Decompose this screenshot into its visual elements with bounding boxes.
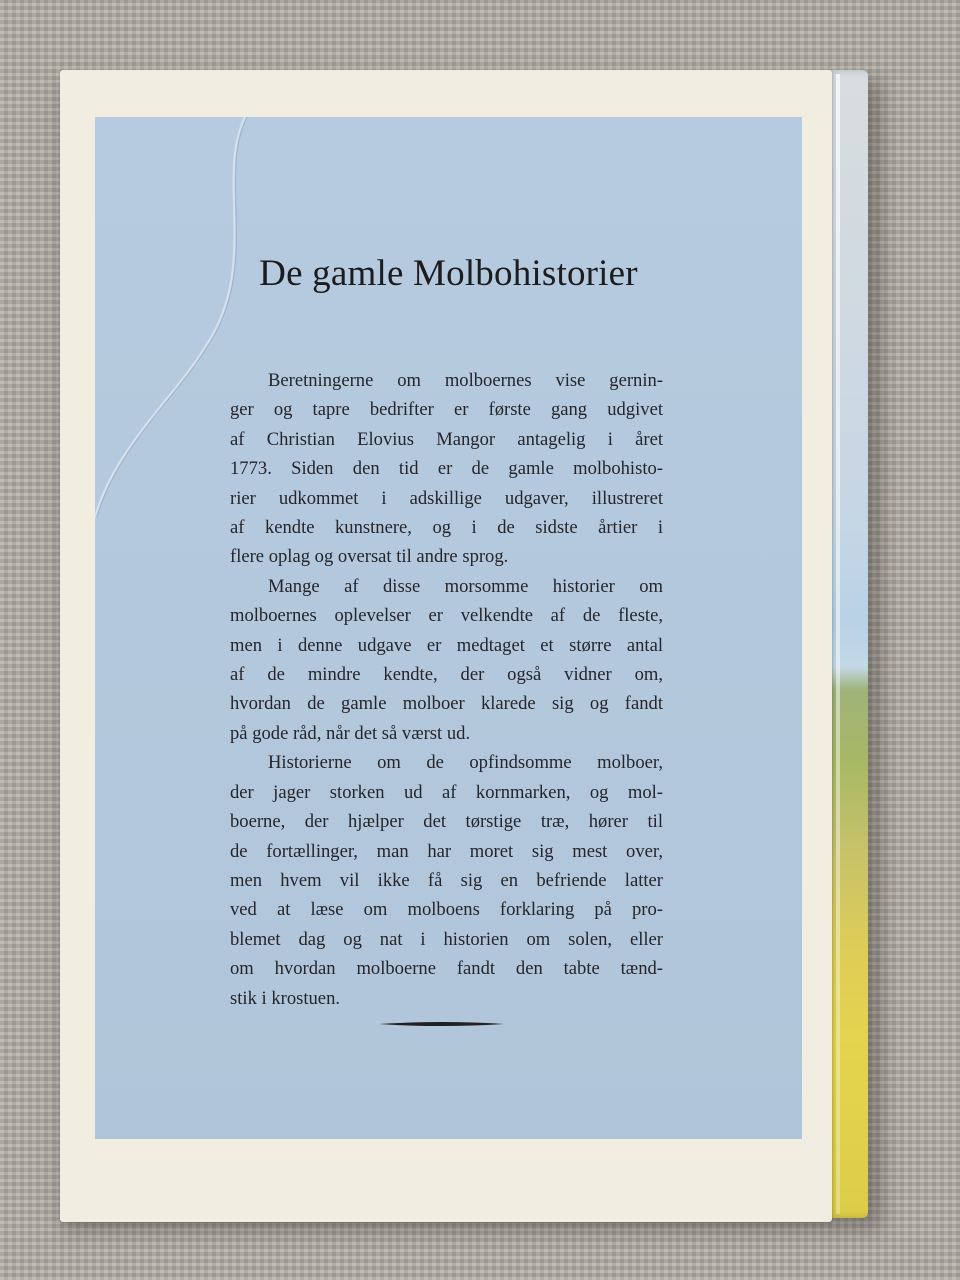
text-line: der jager storken ud af kornmarken, og mol- <box>230 781 663 803</box>
book-spine <box>826 70 868 1218</box>
text-line: flere oplag og oversat til andre sprog. <box>230 546 509 568</box>
spine-edge <box>836 74 840 1214</box>
text-line: Mange af disse morsomme historier om <box>268 575 663 597</box>
text-line: 1773. Siden den tid er de gamle molbohisto- <box>230 458 663 480</box>
text-line: molboernes oplevelser er velkendte af de fleste, <box>230 605 663 627</box>
text-line: ved at læse om molboens forklaring på pro- <box>230 899 663 921</box>
text-line: men hvem vil ikke få sig en befriende latter <box>230 869 663 891</box>
text-line: Beretningerne om molboernes vise gernin- <box>268 370 663 391</box>
text-line: af de mindre kendte, der også vidner om, <box>230 664 663 686</box>
text-line: på gode råd, når det så værst ud. <box>230 722 471 744</box>
text-line: boerne, der hjælper det tørstige træ, hører til <box>230 811 663 833</box>
text-line: blemet dag og nat i historien om solen, eller <box>230 928 663 950</box>
text-line: men i denne udgave er medtaget et større antal <box>230 634 663 656</box>
text-line: hvordan de gamle molboer klarede sig og fandt <box>230 693 663 715</box>
end-ornament <box>380 1019 504 1029</box>
text-line: af Christian Elovius Mangor antagelig i året <box>230 428 663 450</box>
blurb-text <box>230 366 663 1013</box>
text-line: stik i krostuen. <box>230 987 341 1009</box>
text-line: ger og tapre bedrifter er første gang udgivet <box>230 399 663 421</box>
text-line: rier udkommet i adskillige udgaver, illustreret <box>230 487 663 509</box>
text-line: Historierne om de opfindsomme molboer, <box>268 752 663 774</box>
text-line: om hvordan molboerne fandt den tabte tænd- <box>230 958 663 980</box>
text-line: de fortællinger, man har moret sig mest over, <box>230 840 663 862</box>
text-line: af kendte kunstnere, og i de sidste årtier i <box>230 517 663 539</box>
book-title: De gamle Molbohistorier <box>259 253 638 294</box>
